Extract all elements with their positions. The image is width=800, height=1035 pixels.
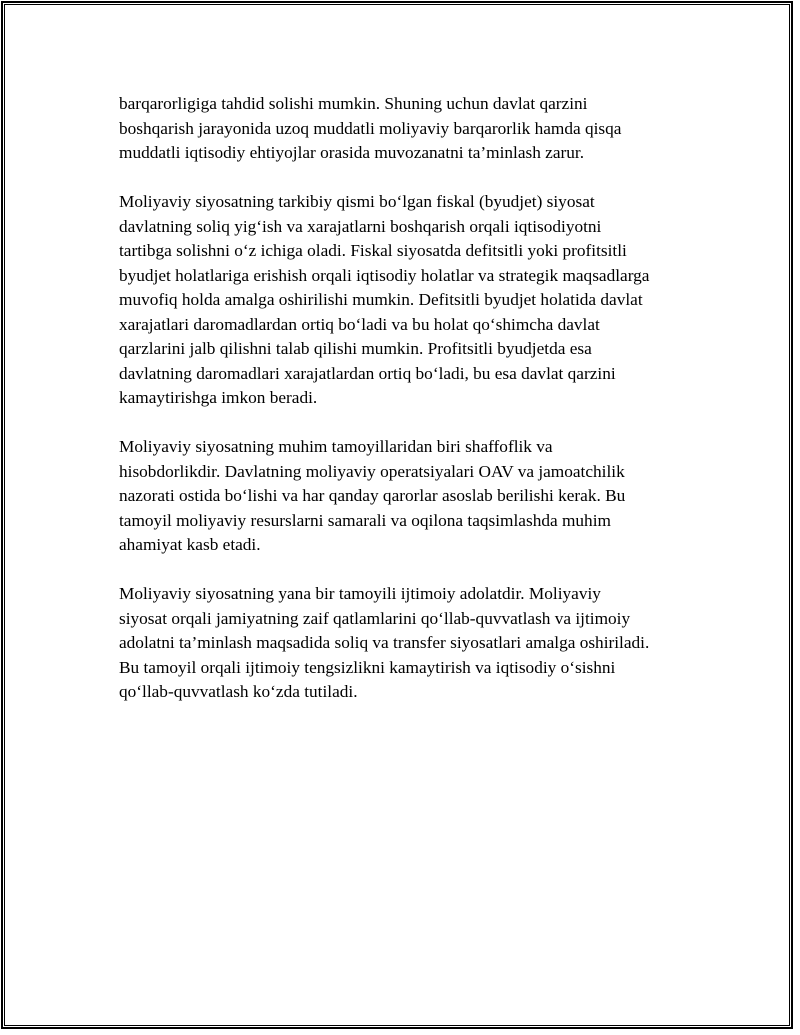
text-line: qo‘llab-quvvatlash ko‘zda tutiladi. bbox=[119, 682, 358, 701]
text-line: xarajatlari daromadlardan ortiq bo‘ladi va bu holat qo‘shimcha davlat bbox=[119, 314, 600, 334]
text-line: tartibga solishni o‘z ichiga oladi. Fiskal siyosatda defitsitli yoki profitsitli bbox=[119, 241, 627, 260]
text-line: Moliyaviy siyosatning yana bir tamoyili ijtimoiy adolatdir. Moliyaviy bbox=[119, 584, 601, 603]
paragraph-debt-stability bbox=[119, 92, 699, 166]
text-line: kamaytirishga imkon beradi. bbox=[119, 388, 318, 407]
text-line: tamoyil moliyaviy resurslarni samarali va oqilona taqsimlashda muhim bbox=[119, 510, 611, 530]
text-line: barqarorligiga tahdid solishi mumkin. Shuning uchun davlat qarzini bbox=[119, 94, 588, 113]
paragraph-transparency bbox=[119, 435, 699, 558]
text-line: siyosat orqali jamiyatning zaif qatlamlarini qo‘llab-quvvatlash va ijtimoiy bbox=[119, 608, 631, 628]
text-line: adolatni ta’minlash maqsadida soliq va transfer siyosatlari amalga oshiriladi. bbox=[119, 633, 650, 652]
document-body bbox=[119, 92, 699, 729]
text-line: byudjet holatlariga erishish orqali iqtisodiy holatlar va strategik maqsadlarga bbox=[119, 265, 650, 285]
text-line: nazorati ostida bo‘lishi va har qanday qarorlar asoslab berilishi kerak. Bu bbox=[119, 486, 626, 505]
text-line: davlatning soliq yig‘ish va xarajatlarni boshqarish orqali iqtisodiyotni bbox=[119, 216, 602, 236]
text-line: Moliyaviy siyosatning tarkibiy qismi bo‘lgan fiskal (byudjet) siyosat bbox=[119, 192, 595, 211]
text-line: davlatning daromadlari xarajatlardan ortiq bo‘ladi, bu esa davlat qarzini bbox=[119, 363, 616, 383]
text-line: muvofiq holda amalga oshirilishi mumkin. Defitsitli byudjet holatida davlat bbox=[119, 290, 643, 309]
text-line: Moliyaviy siyosatning muhim tamoyillaridan biri shaffoflik va bbox=[119, 437, 553, 456]
text-line: qarzlarini jalb qilishni talab qilishi mumkin. Profitsitli byudjetda esa bbox=[119, 339, 592, 358]
paragraph-social-justice bbox=[119, 582, 699, 705]
text-line: hisobdorlikdir. Davlatning moliyaviy operatsiyalari OAV va jamoatchilik bbox=[119, 461, 625, 481]
text-line: Bu tamoyil orqali ijtimoiy tengsizlikni kamaytirish va iqtisodiy o‘sishni bbox=[119, 657, 616, 677]
paragraph-fiscal-policy bbox=[119, 190, 699, 411]
text-line: ahamiyat kasb etadi. bbox=[119, 535, 261, 554]
text-line: boshqarish jarayonida uzoq muddatli moliyaviy barqarorlik hamda qisqa bbox=[119, 118, 622, 138]
text-line: muddatli iqtisodiy ehtiyojlar orasida muvozanatni ta’minlash zarur. bbox=[119, 143, 585, 162]
